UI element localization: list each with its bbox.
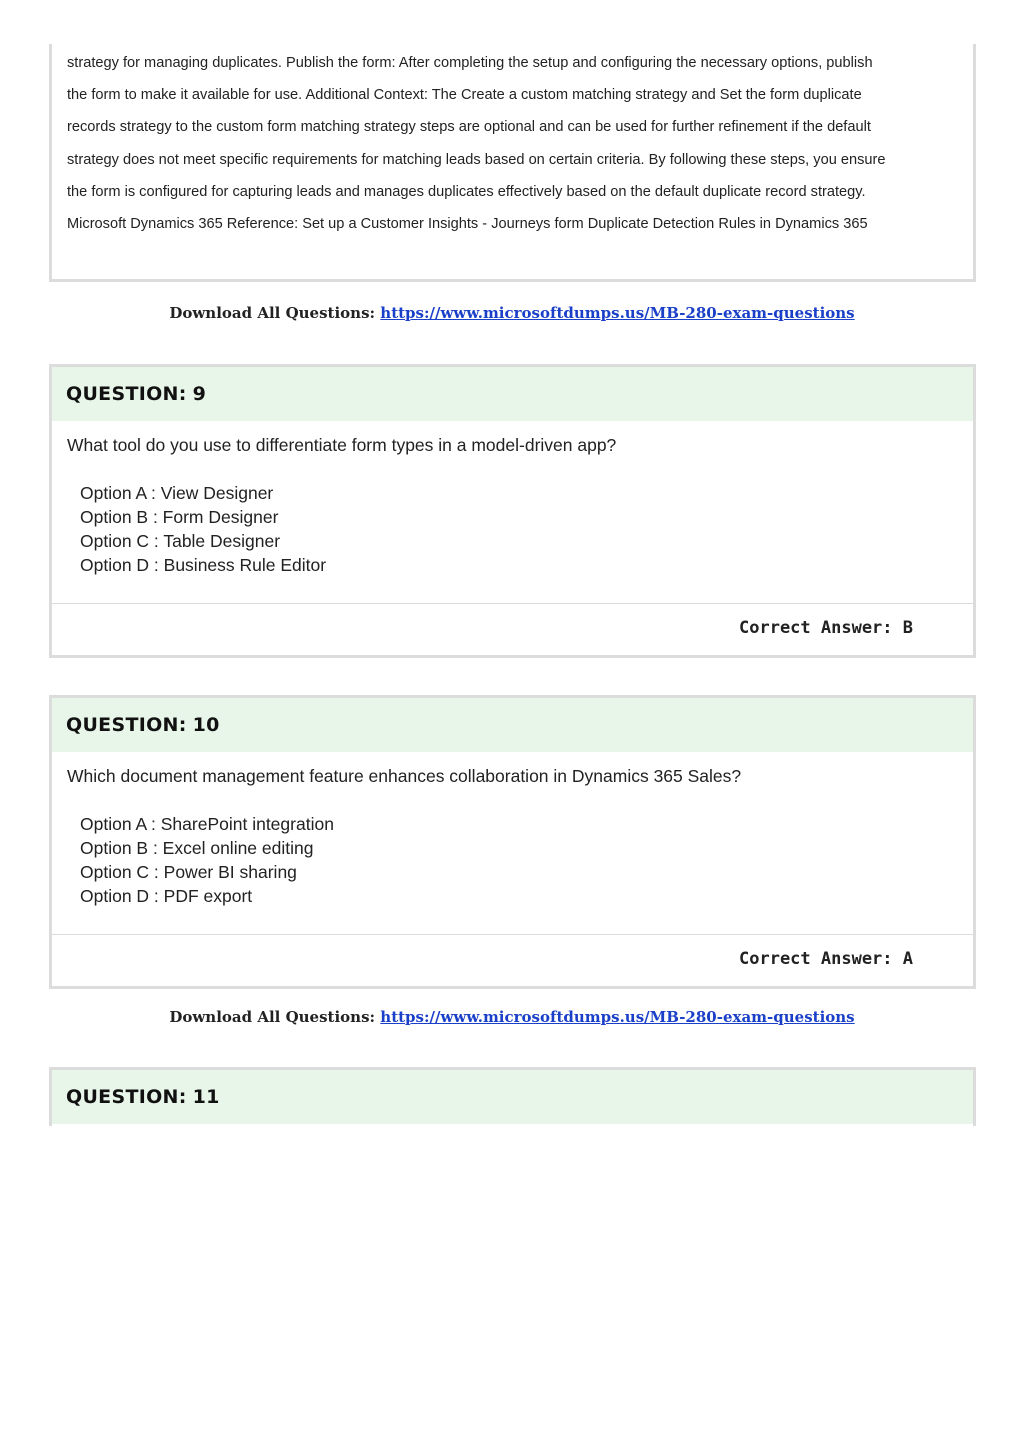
explanation-line: records strategy to the custom form matching strategy steps are optional and can be used for further refinement if the default <box>67 119 871 136</box>
question-label: QUESTION: <box>66 714 187 736</box>
option-b: Option B : Excel online editing <box>80 838 314 858</box>
question-number: 9 <box>192 383 207 405</box>
question-card <box>49 1067 976 1126</box>
explanation-line: strategy for managing duplicates. Publish the form: After completing the setup and configuring the necessary options, publish <box>67 55 873 71</box>
option-c: Option C : Table Designer <box>80 531 281 551</box>
answer-row <box>52 934 973 986</box>
question-text: Which document management feature enhances collaboration in Dynamics 365 Sales? <box>67 766 742 786</box>
options-list <box>67 481 958 577</box>
explanation-text <box>52 44 973 240</box>
question-header <box>52 1070 973 1124</box>
option-d: Option D : PDF export <box>80 886 253 906</box>
option-c: Option C : Power BI sharing <box>80 862 297 882</box>
option-a: Option A : View Designer <box>80 483 274 503</box>
download-link[interactable]: https://www.microsoftdumps.us/MB-280-exam-questions <box>380 304 855 322</box>
explanation-line: Microsoft Dynamics 365 Reference: Set up a Customer Insights - Journeys form Duplicate Detection Rules in Dynamics 365 <box>67 216 868 233</box>
download-link[interactable]: https://www.microsoftdumps.us/MB-280-exam-questions <box>380 1008 855 1026</box>
correct-answer: Correct Answer: A <box>739 949 913 969</box>
explanation-line: strategy does not meet specific requirements for matching leads based on certain criteria. By following these steps, you ensure <box>67 151 886 168</box>
download-banner <box>0 304 1024 322</box>
correct-answer: Correct Answer: B <box>739 618 913 638</box>
explanation-line: the form is configured for capturing leads and manages duplicates effectively based on the default duplicate record strategy. <box>67 183 866 200</box>
question-body <box>52 752 973 908</box>
question-text: What tool do you use to differentiate form types in a model-driven app? <box>67 435 617 455</box>
question-header <box>52 698 973 752</box>
question-label: QUESTION: <box>66 383 187 405</box>
question-number: 11 <box>192 1086 220 1108</box>
question-label: QUESTION: <box>66 1086 187 1108</box>
option-a: Option A : SharePoint integration <box>80 814 334 834</box>
question-header <box>52 367 973 421</box>
answer-row <box>52 603 973 655</box>
options-list <box>67 812 958 908</box>
question-card <box>49 364 976 658</box>
previous-answer-explanation-box <box>49 44 976 282</box>
question-number: 10 <box>192 714 220 736</box>
download-label: Download All Questions: <box>169 1008 376 1026</box>
option-d: Option D : Business Rule Editor <box>80 555 327 575</box>
explanation-line: the form to make it available for use. Additional Context: The Create a custom matching strategy and Set the form duplicate <box>67 87 862 104</box>
option-b: Option B : Form Designer <box>80 507 279 527</box>
question-card <box>49 695 976 989</box>
question-body <box>52 421 973 577</box>
download-banner <box>0 1008 1024 1026</box>
download-label: Download All Questions: <box>169 304 376 322</box>
